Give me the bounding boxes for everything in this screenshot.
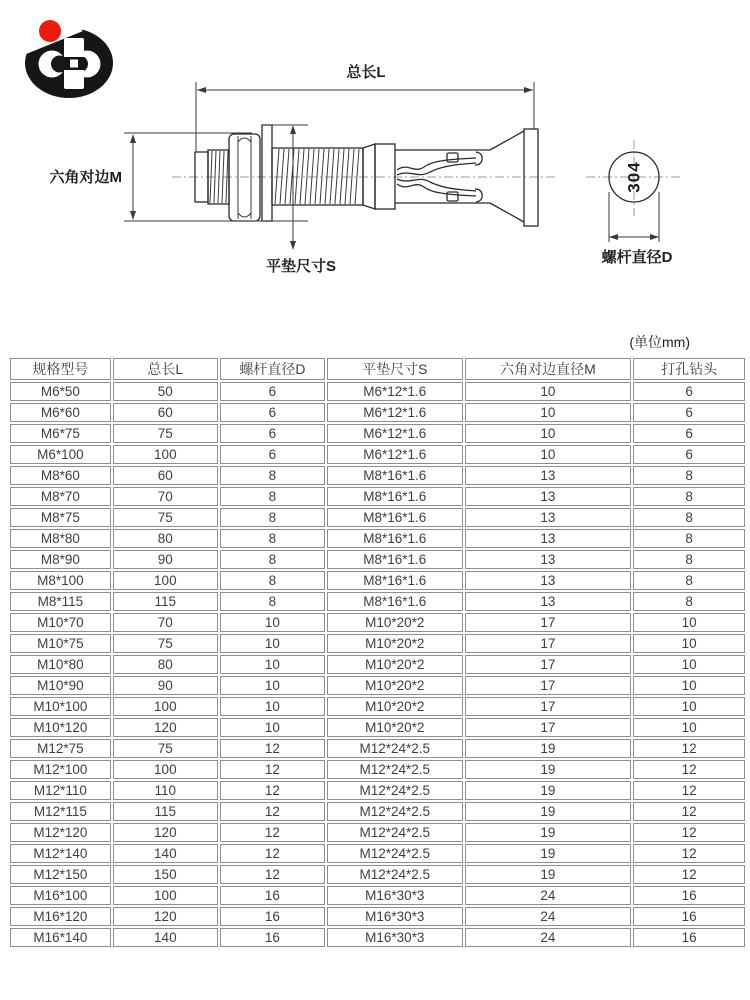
table-cell: 8 (633, 571, 745, 590)
table-cell: 19 (465, 844, 632, 863)
table-cell: 19 (465, 739, 632, 758)
table-cell: 150 (113, 865, 218, 884)
washer-size-label: 平垫尺寸S (265, 258, 337, 275)
table-cell: M12*115 (10, 802, 111, 821)
table-cell: M8*90 (10, 550, 111, 569)
end-view (586, 140, 682, 266)
table-cell: 90 (113, 550, 218, 569)
table-cell: 10 (220, 634, 325, 653)
table-row (10, 403, 745, 422)
table-cell: M10*90 (10, 676, 111, 695)
table-cell: 10 (465, 382, 632, 401)
table-cell: 60 (113, 466, 218, 485)
logo-red-dot (39, 20, 61, 42)
table-cell: 75 (113, 424, 218, 443)
table-cell: 24 (465, 928, 632, 947)
table-cell: 13 (465, 466, 632, 485)
table-cell: 19 (465, 760, 632, 779)
table-cell: 19 (465, 823, 632, 842)
table-row (10, 739, 745, 758)
table-cell: 120 (113, 718, 218, 737)
table-cell: M8*16*1.6 (327, 487, 463, 506)
table-row (10, 865, 745, 884)
table-row (10, 613, 745, 632)
table-row (10, 844, 745, 863)
column-header: 六角对边直径M (465, 358, 632, 380)
table-cell: 6 (633, 403, 745, 422)
table-row (10, 697, 745, 716)
table-cell: 12 (633, 781, 745, 800)
table-cell: 8 (633, 550, 745, 569)
table-cell: 12 (220, 865, 325, 884)
column-header: 螺杆直径D (220, 358, 325, 380)
table-cell: M8*16*1.6 (327, 466, 463, 485)
table-cell: 8 (220, 466, 325, 485)
table-cell: M16*30*3 (327, 928, 463, 947)
table-cell: 50 (113, 382, 218, 401)
table-row (10, 823, 745, 842)
table-cell: 115 (113, 802, 218, 821)
table-row (10, 592, 745, 611)
table-cell: 100 (113, 760, 218, 779)
table-row (10, 718, 745, 737)
table-cell: 140 (113, 928, 218, 947)
table-cell: M12*75 (10, 739, 111, 758)
table-cell: 6 (220, 424, 325, 443)
table-cell: 10 (633, 655, 745, 674)
column-header: 平垫尺寸S (327, 358, 463, 380)
unit-note: (单位mm) (629, 334, 690, 350)
table-row (10, 508, 745, 527)
table-cell: M16*140 (10, 928, 111, 947)
table-cell: M6*12*1.6 (327, 445, 463, 464)
table-row (10, 487, 745, 506)
dimension-total-length (196, 63, 534, 151)
table-row (10, 676, 745, 695)
table-cell: M10*20*2 (327, 718, 463, 737)
table-row (10, 634, 745, 653)
table-cell: 8 (220, 592, 325, 611)
table-cell: M6*50 (10, 382, 111, 401)
table-cell: 13 (465, 571, 632, 590)
table-cell: 70 (113, 487, 218, 506)
table-cell: M12*140 (10, 844, 111, 863)
table-cell: 115 (113, 592, 218, 611)
table-cell: 13 (465, 529, 632, 548)
spec-table (8, 356, 747, 949)
table-cell: M10*80 (10, 655, 111, 674)
table-cell: M8*80 (10, 529, 111, 548)
technical-diagram (0, 0, 750, 300)
table-cell: 12 (633, 739, 745, 758)
table-cell: 13 (465, 487, 632, 506)
table-cell: M8*16*1.6 (327, 508, 463, 527)
table-cell: 90 (113, 676, 218, 695)
table-cell: 12 (220, 781, 325, 800)
table-cell: 12 (633, 823, 745, 842)
table-row (10, 886, 745, 905)
table-cell: 80 (113, 529, 218, 548)
anchor-bolt-drawing (195, 125, 538, 226)
table-cell: M8*70 (10, 487, 111, 506)
table-cell: 10 (465, 403, 632, 422)
table-cell: 10 (633, 613, 745, 632)
table-cell: M8*16*1.6 (327, 529, 463, 548)
column-header: 总长L (113, 358, 218, 380)
table-cell: M6*12*1.6 (327, 424, 463, 443)
table-cell: 10 (220, 718, 325, 737)
table-cell: 17 (465, 718, 632, 737)
table-cell: 8 (220, 508, 325, 527)
table-row (10, 382, 745, 401)
table-cell: M16*30*3 (327, 886, 463, 905)
table-cell: 80 (113, 655, 218, 674)
table-cell: 6 (633, 424, 745, 443)
table-cell: 19 (465, 781, 632, 800)
table-cell: 8 (220, 571, 325, 590)
table-cell: M10*100 (10, 697, 111, 716)
table-cell: M12*24*2.5 (327, 760, 463, 779)
table-cell: 13 (465, 508, 632, 527)
table-cell: 16 (220, 928, 325, 947)
table-cell: 17 (465, 613, 632, 632)
table-cell: M10*20*2 (327, 634, 463, 653)
table-cell: 17 (465, 655, 632, 674)
column-header: 规格型号 (10, 358, 111, 380)
table-cell: 12 (220, 802, 325, 821)
table-cell: 16 (633, 928, 745, 947)
spec-table-body (10, 382, 745, 947)
table-cell: 10 (633, 718, 745, 737)
table-row (10, 781, 745, 800)
table-cell: M10*20*2 (327, 655, 463, 674)
table-cell: 75 (113, 739, 218, 758)
table-cell: 17 (465, 634, 632, 653)
table-cell: M6*60 (10, 403, 111, 422)
table-cell: 60 (113, 403, 218, 422)
spec-table-head-row (10, 358, 745, 380)
table-cell: 12 (633, 760, 745, 779)
table-cell: 16 (220, 907, 325, 926)
table-cell: 10 (465, 445, 632, 464)
table-cell: M6*75 (10, 424, 111, 443)
table-cell: M8*60 (10, 466, 111, 485)
table-cell: M12*24*2.5 (327, 781, 463, 800)
table-cell: 75 (113, 508, 218, 527)
table-cell: M12*24*2.5 (327, 802, 463, 821)
table-cell: M8*115 (10, 592, 111, 611)
table-cell: 120 (113, 823, 218, 842)
table-cell: M10*20*2 (327, 613, 463, 632)
table-cell: 140 (113, 844, 218, 863)
table-row (10, 907, 745, 926)
table-cell: M8*75 (10, 508, 111, 527)
table-cell: M6*100 (10, 445, 111, 464)
table-cell: M6*12*1.6 (327, 382, 463, 401)
table-cell: 8 (633, 487, 745, 506)
table-cell: 10 (220, 613, 325, 632)
table-cell: 12 (220, 823, 325, 842)
table-cell: M12*24*2.5 (327, 865, 463, 884)
table-cell: 8 (633, 508, 745, 527)
table-cell: 100 (113, 445, 218, 464)
table-cell: M12*120 (10, 823, 111, 842)
table-cell: 24 (465, 907, 632, 926)
steel-grade-label: 304 (624, 161, 644, 193)
table-row (10, 529, 745, 548)
total-length-label: 总长L (346, 64, 386, 81)
table-cell: 10 (220, 676, 325, 695)
table-cell: M8*16*1.6 (327, 592, 463, 611)
table-cell: 8 (633, 592, 745, 611)
table-cell: 13 (465, 550, 632, 569)
table-cell: 6 (633, 382, 745, 401)
table-cell: 100 (113, 886, 218, 905)
table-cell: 16 (633, 907, 745, 926)
table-cell: 10 (220, 655, 325, 674)
table-cell: 6 (220, 403, 325, 422)
table-row (10, 466, 745, 485)
screw-diameter-label: 螺杆直径D (601, 249, 673, 266)
table-cell: 19 (465, 865, 632, 884)
column-header: 打孔钻头 (633, 358, 745, 380)
table-cell: 16 (633, 886, 745, 905)
table-cell: 8 (220, 550, 325, 569)
table-cell: M8*16*1.6 (327, 571, 463, 590)
hex-width-label: 六角对边M (49, 169, 122, 186)
table-cell: 16 (220, 886, 325, 905)
brand-logo (22, 19, 113, 98)
table-cell: 12 (220, 760, 325, 779)
table-cell: 70 (113, 613, 218, 632)
table-cell: 8 (633, 529, 745, 548)
table-cell: M12*110 (10, 781, 111, 800)
table-cell: M10*120 (10, 718, 111, 737)
table-cell: M12*100 (10, 760, 111, 779)
table-cell: 12 (220, 739, 325, 758)
table-row (10, 802, 745, 821)
table-cell: 24 (465, 886, 632, 905)
table-cell: M12*24*2.5 (327, 823, 463, 842)
table-cell: 12 (633, 802, 745, 821)
table-cell: 10 (633, 676, 745, 695)
table-cell: 100 (113, 571, 218, 590)
table-cell: M10*75 (10, 634, 111, 653)
table-cell: 12 (633, 844, 745, 863)
table-cell: 120 (113, 907, 218, 926)
table-cell: M8*100 (10, 571, 111, 590)
table-cell: 17 (465, 676, 632, 695)
table-cell: 75 (113, 634, 218, 653)
table-cell: 8 (220, 529, 325, 548)
table-cell: 110 (113, 781, 218, 800)
table-row (10, 424, 745, 443)
table-cell: M16*30*3 (327, 907, 463, 926)
table-cell: 6 (220, 445, 325, 464)
table-cell: M12*24*2.5 (327, 844, 463, 863)
table-cell: 8 (633, 466, 745, 485)
table-cell: 19 (465, 802, 632, 821)
table-cell: M10*20*2 (327, 676, 463, 695)
table-cell: M16*120 (10, 907, 111, 926)
table-cell: 10 (633, 697, 745, 716)
table-cell: 10 (465, 424, 632, 443)
table-row (10, 655, 745, 674)
table-cell: 17 (465, 697, 632, 716)
table-cell: 13 (465, 592, 632, 611)
table-row (10, 928, 745, 947)
table-row (10, 445, 745, 464)
table-cell: M12*24*2.5 (327, 739, 463, 758)
table-row (10, 550, 745, 569)
table-cell: M16*100 (10, 886, 111, 905)
table-cell: 100 (113, 697, 218, 716)
table-cell: M8*16*1.6 (327, 550, 463, 569)
table-cell: M6*12*1.6 (327, 403, 463, 422)
table-cell: M10*70 (10, 613, 111, 632)
table-cell: 6 (220, 382, 325, 401)
table-row (10, 571, 745, 590)
table-cell: 10 (633, 634, 745, 653)
table-row (10, 760, 745, 779)
table-cell: 12 (220, 844, 325, 863)
table-cell: 12 (633, 865, 745, 884)
table-cell: M10*20*2 (327, 697, 463, 716)
table-cell: 10 (220, 697, 325, 716)
table-cell: M12*150 (10, 865, 111, 884)
table-cell: 6 (633, 445, 745, 464)
table-cell: 8 (220, 487, 325, 506)
